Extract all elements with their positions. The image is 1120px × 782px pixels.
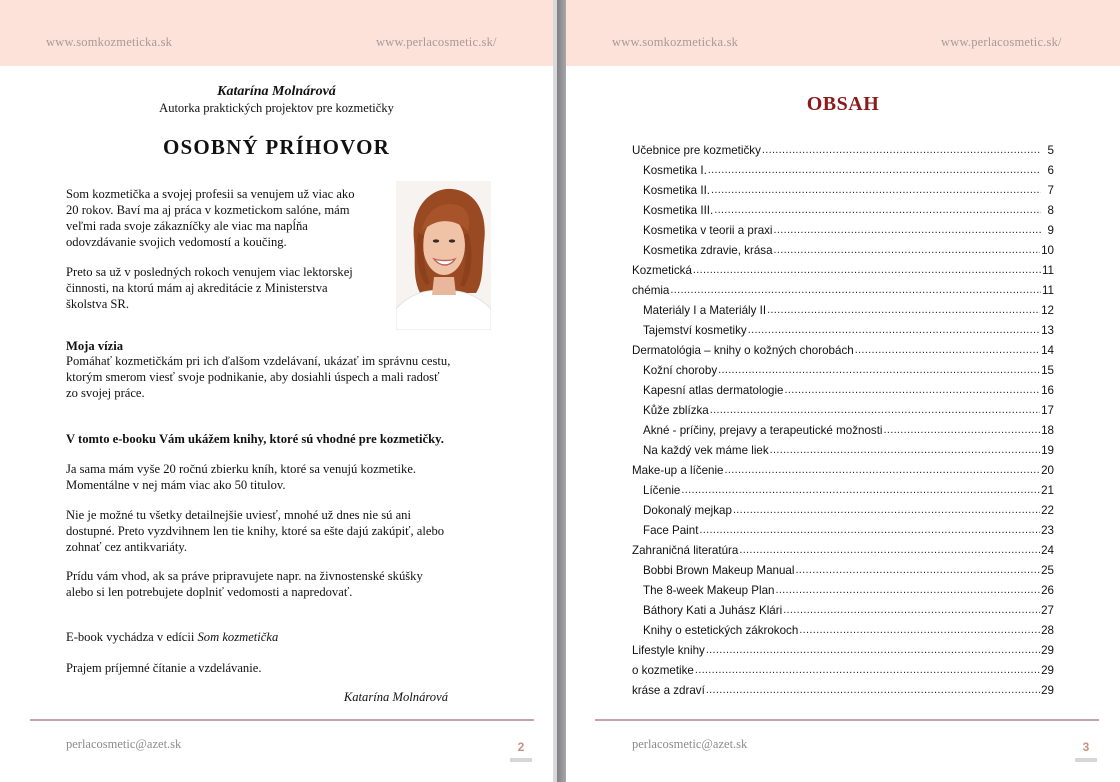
toc-entry-page: 29 [1041,644,1054,657]
page-2 [0,0,553,782]
toc-entry-label: Kapesní atlas dermatologie [643,384,784,397]
page-gutter-shadow [557,0,566,782]
toc-entry-page: 20 [1041,464,1054,477]
toc-entry-label: Kosmetika III. [643,204,714,217]
text-line: školstva SR. [66,297,129,311]
toc-leader-dots [775,582,1040,594]
header-link-perlacosmetic[interactable]: www.perlacosmetic.sk/ [941,35,1062,49]
toc-entry-label: Tajemství kosmetiky [643,324,747,337]
toc-entry-page: 14 [1041,344,1054,357]
collection-paragraph [66,461,416,493]
toc-entry-label: kráse a zdraví [632,684,705,697]
toc-entry-label: Kosmetika I. [643,164,707,177]
toc-entry-label: Kosmetika zdravie, krása [643,244,773,257]
toc-entry-label: Kosmetika II. [643,184,711,197]
page-title: OSOBNÝ PRÍHOVOR [162,135,390,159]
text-line: Preto sa už v posledných rokoch venujem viac lektorskej [66,265,353,279]
toc-entry-page: 19 [1041,444,1054,457]
toc-entry[interactable] [632,202,1054,222]
vision-paragraph [66,353,450,401]
toc-entry[interactable] [632,542,1054,562]
text-line: Nie je možné tu všetky detailnejšie uviesť, mnohé už dnes nie sú ani [66,508,411,522]
toc-leader-dots [733,502,1040,514]
toc-leader-dots [706,642,1040,654]
toc-leader-dots [725,462,1041,474]
lecturer-paragraph [66,264,353,312]
toc-entry-page: 29 [1041,664,1054,677]
toc-entry[interactable] [632,582,1054,602]
toc-entry-label: Lifestyle knihy [632,644,705,657]
toc-entry-page: 27 [1041,604,1054,617]
toc-entry-page: 8 [1047,204,1054,217]
toc-leader-dots [855,342,1040,354]
wish-line: Prajem príjemné čítanie a vzdelávanie. [66,661,262,675]
toc-entry[interactable] [632,682,1054,702]
page-number: 3 [1082,740,1090,754]
text-line: dostupné. Preto vyzdvihnem len tie knihy, ktoré sa ešte dajú zakúpiť, alebo [66,524,445,538]
toc-leader-dots [770,442,1040,454]
text-line: činnosti, na ktorú mám aj akreditácie z Ministerstva [66,281,328,295]
toc-entry[interactable] [632,162,1054,182]
toc-leader-dots [708,162,1041,174]
toc-entry-page: 22 [1041,504,1054,517]
toc-entry[interactable] [632,322,1054,342]
text-line: veľmi rada svoje zákazníčky ale viac ma napĺňa [66,219,308,233]
toc-entry-page: 18 [1041,424,1054,437]
toc-entry-label: Bobbi Brown Makeup Manual [643,564,795,577]
text-line: Som kozmetička a svojej profesii sa venujem už viac ako [66,187,355,201]
toc-entry-label: Zahraničná literatúra [632,544,739,557]
toc-entry-page: 6 [1047,164,1054,177]
toc-entry-page: 7 [1047,184,1054,197]
header-link-perlacosmetic[interactable]: www.perlacosmetic.sk/ [376,35,497,49]
toc-leader-dots [693,262,1041,274]
toc-entry-page: 26 [1041,584,1054,597]
page-3 [566,0,1120,782]
toc-entry-label: Na každý vek máme liek [643,444,769,457]
page-header [566,0,1120,66]
text-line: zohnať cez antikvariáty. [66,540,187,554]
toc-entry[interactable] [632,442,1054,462]
toc-entry[interactable] [632,622,1054,642]
header-link-somkozmeticka[interactable]: www.somkozmeticka.sk [612,35,739,49]
portrait-image [396,181,491,330]
toc-leader-dots [795,562,1040,574]
toc-leader-dots [714,202,1041,214]
edition-name: Som kozmetička [197,630,279,644]
text-line: Ja sama mám vyše 20 ročnú zbierku kníh, ktoré sa venujú kozmetike. [66,462,417,476]
intro-paragraph [66,186,355,250]
vision-heading: Moja vízia [66,339,124,353]
toc-entry-label: Make-up a líčenie [632,464,724,477]
toc-leader-dots [767,302,1040,314]
header-link-somkozmeticka[interactable]: www.somkozmeticka.sk [46,35,173,49]
toc-leader-dots [695,662,1040,674]
edition-line [66,629,278,645]
toc-entry-page: 28 [1041,624,1054,637]
toc-entry-label: Materiály I a Materiály II [643,304,767,317]
toc-entry[interactable] [632,142,1054,162]
toc-entry[interactable] [632,422,1054,442]
footer-rule [30,719,534,721]
toc-entry[interactable] [632,502,1054,522]
toc-entry-label: Kůže zblízka [643,404,709,417]
toc-entry[interactable] [632,282,1054,302]
toc-leader-dots [670,282,1041,294]
toc-entry-page: 29 [1041,684,1054,697]
toc-entry[interactable] [632,522,1054,542]
toc-entry[interactable] [632,262,1054,282]
toc-leader-dots [739,542,1040,554]
toc-entry-label: Dokonalý mejkap [643,504,732,517]
toc-entry-label: chémia [632,284,670,297]
toc-leader-dots [774,222,1041,234]
toc-entry-page: 25 [1041,564,1054,577]
useful-paragraph [66,568,423,600]
toc-leader-dots [711,182,1041,194]
toc-entry-label: The 8-week Makeup Plan [643,584,775,597]
page-number: 2 [517,740,525,754]
toc-entry[interactable] [632,402,1054,422]
toc-entry[interactable] [632,662,1054,682]
toc-entry-page: 12 [1041,304,1054,317]
text-line: alebo si len potrebujete doplniť vedomosti a napredovať. [66,585,353,599]
text-line: odovzdávanie svojich vedomostí a koučing. [66,235,287,249]
text-line: Prídu vám vhod, ak sa práve pripravujete napr. na živnostenské skúšky [66,569,423,583]
toc-entry-label: Face Paint [643,524,699,537]
toc-leader-dots [706,682,1040,694]
author-name: Katarína Molnárová [217,84,336,99]
edition-prefix: E-book vychádza v edícii [66,630,198,644]
toc-title: OBSAH [806,93,880,115]
toc-entry[interactable] [632,562,1054,582]
toc-leader-dots [884,422,1041,434]
signature: Katarína Molnárová [343,690,448,704]
toc-entry-page: 10 [1041,244,1054,257]
toc-entry-label: o kozmetike [632,664,694,677]
toc-entry-label: Báthory Kati a Juhász Klári [643,604,783,617]
toc-entry-page: 23 [1041,524,1054,537]
toc-leader-dots [681,482,1040,494]
toc-entry-label: Dermatológia – knihy o kožných chorobách [632,344,854,357]
toc-entry-label: Kosmetika v teorii a praxi [643,224,773,237]
toc-entry-page: 13 [1041,324,1054,337]
toc-entry[interactable] [632,182,1054,202]
text-line: 20 rokov. Baví ma aj práca v kozmetickom salóne, mám [66,203,350,217]
toc-leader-dots [710,402,1040,414]
toc-entry-page: 15 [1041,364,1054,377]
toc-leader-dots [748,322,1040,334]
footer-email[interactable]: perlacosmetic@azet.sk [66,737,182,751]
text-line: Momentálne v nej mám viac ako 50 titulov. [66,478,286,492]
text-line: Pomáhať kozmetičkám pri ich ďalšom vzdelávaní, ukázať im správnu cestu, [66,354,451,368]
toc-entry-page: 21 [1041,484,1054,497]
toc-entry[interactable] [632,382,1054,402]
page-number-bar [510,758,532,762]
author-subtitle: Autorka praktických projektov pre kozmetičky [159,101,394,115]
toc-leader-dots [785,382,1041,394]
toc-entry-label: Kožní choroby [643,364,718,377]
toc-entry[interactable] [632,482,1054,502]
toc-entry[interactable] [632,462,1054,482]
toc-entry-page: 11 [1041,264,1054,277]
toc-leader-dots [699,522,1040,534]
toc-entry-label: Akné - príčiny, prejavy a terapeutické možnosti [643,424,883,437]
toc-leader-dots [774,242,1041,254]
text-line: zo svojej práce. [66,386,145,400]
ebook-heading: V tomto e-booku Vám ukážem knihy, ktoré sú vhodné pre kozmetičky. [66,432,444,446]
toc-entry-label: Líčenie [643,484,681,497]
toc-entry-label: Učebnice pre kozmetičky [632,144,761,157]
toc-entry-page: 24 [1041,544,1054,557]
toc-entry-page: 11 [1041,284,1054,297]
footer-rule [595,719,1099,721]
toc-entry[interactable] [632,222,1054,242]
toc-entry[interactable] [632,362,1054,382]
page-header [0,0,553,66]
table-of-contents [632,142,1054,702]
toc-entry-label: Knihy o estetických zákrokoch [643,624,799,637]
toc-leader-dots [799,622,1040,634]
toc-entry-page: 5 [1047,144,1054,157]
toc-leader-dots [762,142,1041,154]
toc-leader-dots [783,602,1040,614]
toc-entry[interactable] [632,242,1054,262]
page-number-bar [1075,758,1097,762]
toc-entry[interactable] [632,302,1054,322]
toc-leader-dots [718,362,1040,374]
toc-entry-page: 9 [1047,224,1054,237]
text-line: ktorým smerom viesť svoje podnikanie, aby dosiahli úspech a mali radosť [66,370,440,384]
toc-entry-label: Kozmetická [632,264,692,277]
toc-entry-page: 17 [1041,404,1054,417]
toc-entry-page: 16 [1041,384,1054,397]
footer-email[interactable]: perlacosmetic@azet.sk [632,737,748,751]
toc-entry[interactable] [632,342,1054,362]
author-photo [396,181,491,330]
selection-paragraph [66,507,444,555]
toc-entry[interactable] [632,602,1054,622]
toc-entry[interactable] [632,642,1054,662]
